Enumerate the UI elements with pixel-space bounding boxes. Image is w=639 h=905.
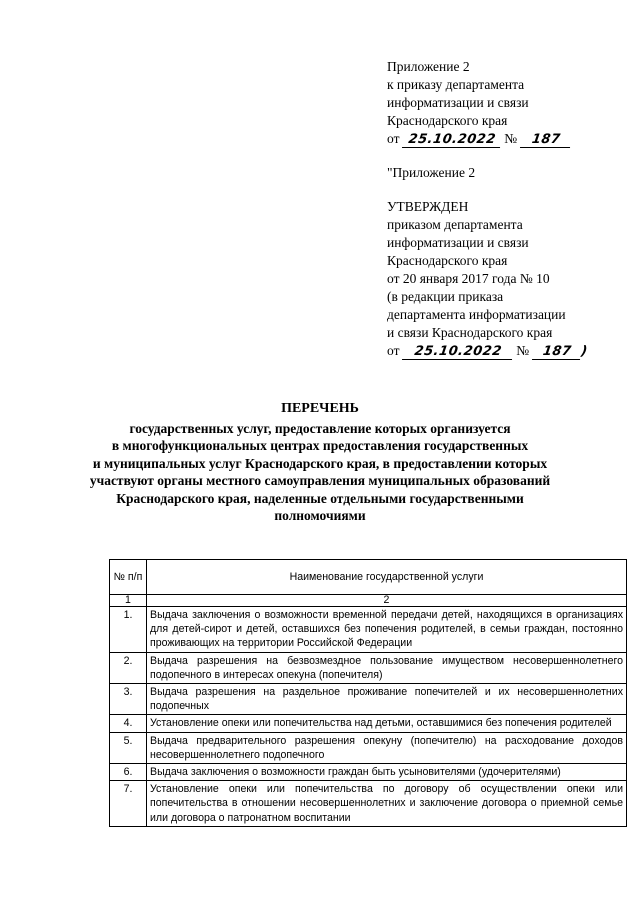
- approved-heading: УТВЕРЖДЕН: [387, 199, 469, 214]
- title-line: Краснодарского края, наделенные отдельными государственными: [116, 490, 524, 506]
- table-row: [110, 607, 627, 653]
- title-line: и муниципальных услуг Краснодарского края, в предоставлении которых: [92, 455, 548, 471]
- handwritten-date: 25.10.2022: [402, 345, 514, 360]
- date-prefix: от: [387, 131, 400, 146]
- row-number: 6.: [110, 764, 147, 781]
- title-line: полномочиями: [274, 508, 366, 523]
- table-header-row: [110, 560, 627, 595]
- service-name: Выдача разрешения на безвозмездное пользование имуществом несовершеннолетнего подопечного в интересах опекуна (попечителя): [147, 652, 627, 683]
- column-index-row: [110, 595, 627, 607]
- table-row: [110, 732, 627, 763]
- appendix-line: к приказу департамента: [387, 77, 525, 92]
- service-name: Выдача заключения о возможности граждан быть усыновителями (удочерителями): [147, 764, 627, 781]
- service-name: Выдача предварительного разрешения опекуну (попечителю) на расходование доходов несовершеннолетнего подопечного: [147, 732, 627, 763]
- service-name: Выдача разрешения на раздельное проживание попечителей и их несовершеннолетних подопечных: [147, 684, 627, 715]
- appendix-block: [387, 58, 627, 360]
- header-service-name: Наименование государственной услуги: [147, 560, 627, 595]
- approval-line: приказом департамента: [387, 217, 523, 232]
- table-row: [110, 764, 627, 781]
- handwritten-close-paren: ): [579, 344, 589, 359]
- appendix-date-line: [387, 130, 627, 148]
- number-prefix: №: [516, 343, 530, 358]
- appendix-line: Краснодарского края: [387, 113, 508, 128]
- appendix-line: информатизации и связи: [387, 95, 529, 110]
- document-title: [80, 400, 560, 525]
- appendix-line: Приложение 2: [387, 59, 470, 74]
- header-number: № п/п: [110, 560, 147, 595]
- index-cell: 1: [110, 595, 147, 607]
- approval-line: (в редакции приказа: [387, 289, 504, 304]
- table-row: [110, 684, 627, 715]
- title-line: участвуют органы местного самоуправления муниципальных образований: [89, 473, 551, 488]
- approval-date-line: [387, 342, 627, 360]
- table-row: [110, 715, 627, 732]
- handwritten-number: 187: [519, 133, 571, 148]
- service-name: Установление опеки или попечительства по договору об осуществлении опеки или попечительства в отношении несовершеннолетних и заключение договора о приемной семье или договора о патронатном воспитании: [147, 781, 627, 827]
- handwritten-date: 25.10.2022: [402, 133, 502, 148]
- row-number: 5.: [110, 732, 147, 763]
- approval-line: информатизации и связи: [387, 235, 529, 250]
- services-table: [109, 559, 627, 827]
- approval-line: и связи Краснодарского края: [387, 325, 553, 340]
- service-name: Установление опеки или попечительства над детьми, оставшимися без попечения родителей: [147, 715, 627, 732]
- table-row: [110, 781, 627, 827]
- row-number: 3.: [110, 684, 147, 715]
- approval-line: от 20 января 2017 года № 10: [387, 271, 550, 286]
- title-line: государственных услуг, предоставление которых организуется: [129, 420, 511, 436]
- row-number: 2.: [110, 652, 147, 683]
- title-line: в многофункциональных центрах предоставления государственных: [111, 438, 529, 453]
- row-number: 1.: [110, 607, 147, 653]
- handwritten-number: 187: [531, 345, 581, 360]
- number-prefix: №: [504, 131, 518, 146]
- title-heading: ПЕРЕЧЕНЬ: [281, 401, 359, 416]
- service-name: Выдача заключения о возможности временной передачи детей, находящихся в организациях для детей-сирот и детей, оставшихся без попечения родителей, в семьи граждан, постоянно проживающих на территории Российской Федерации: [147, 607, 627, 653]
- table-row: [110, 652, 627, 683]
- index-cell: 2: [147, 595, 627, 607]
- approval-quote-line: "Приложение 2: [387, 165, 476, 180]
- row-number: 4.: [110, 715, 147, 732]
- row-number: 7.: [110, 781, 147, 827]
- approval-line: департамента информатизации: [387, 307, 566, 322]
- date-prefix: от: [387, 343, 400, 358]
- approval-line: Краснодарского края: [387, 253, 508, 268]
